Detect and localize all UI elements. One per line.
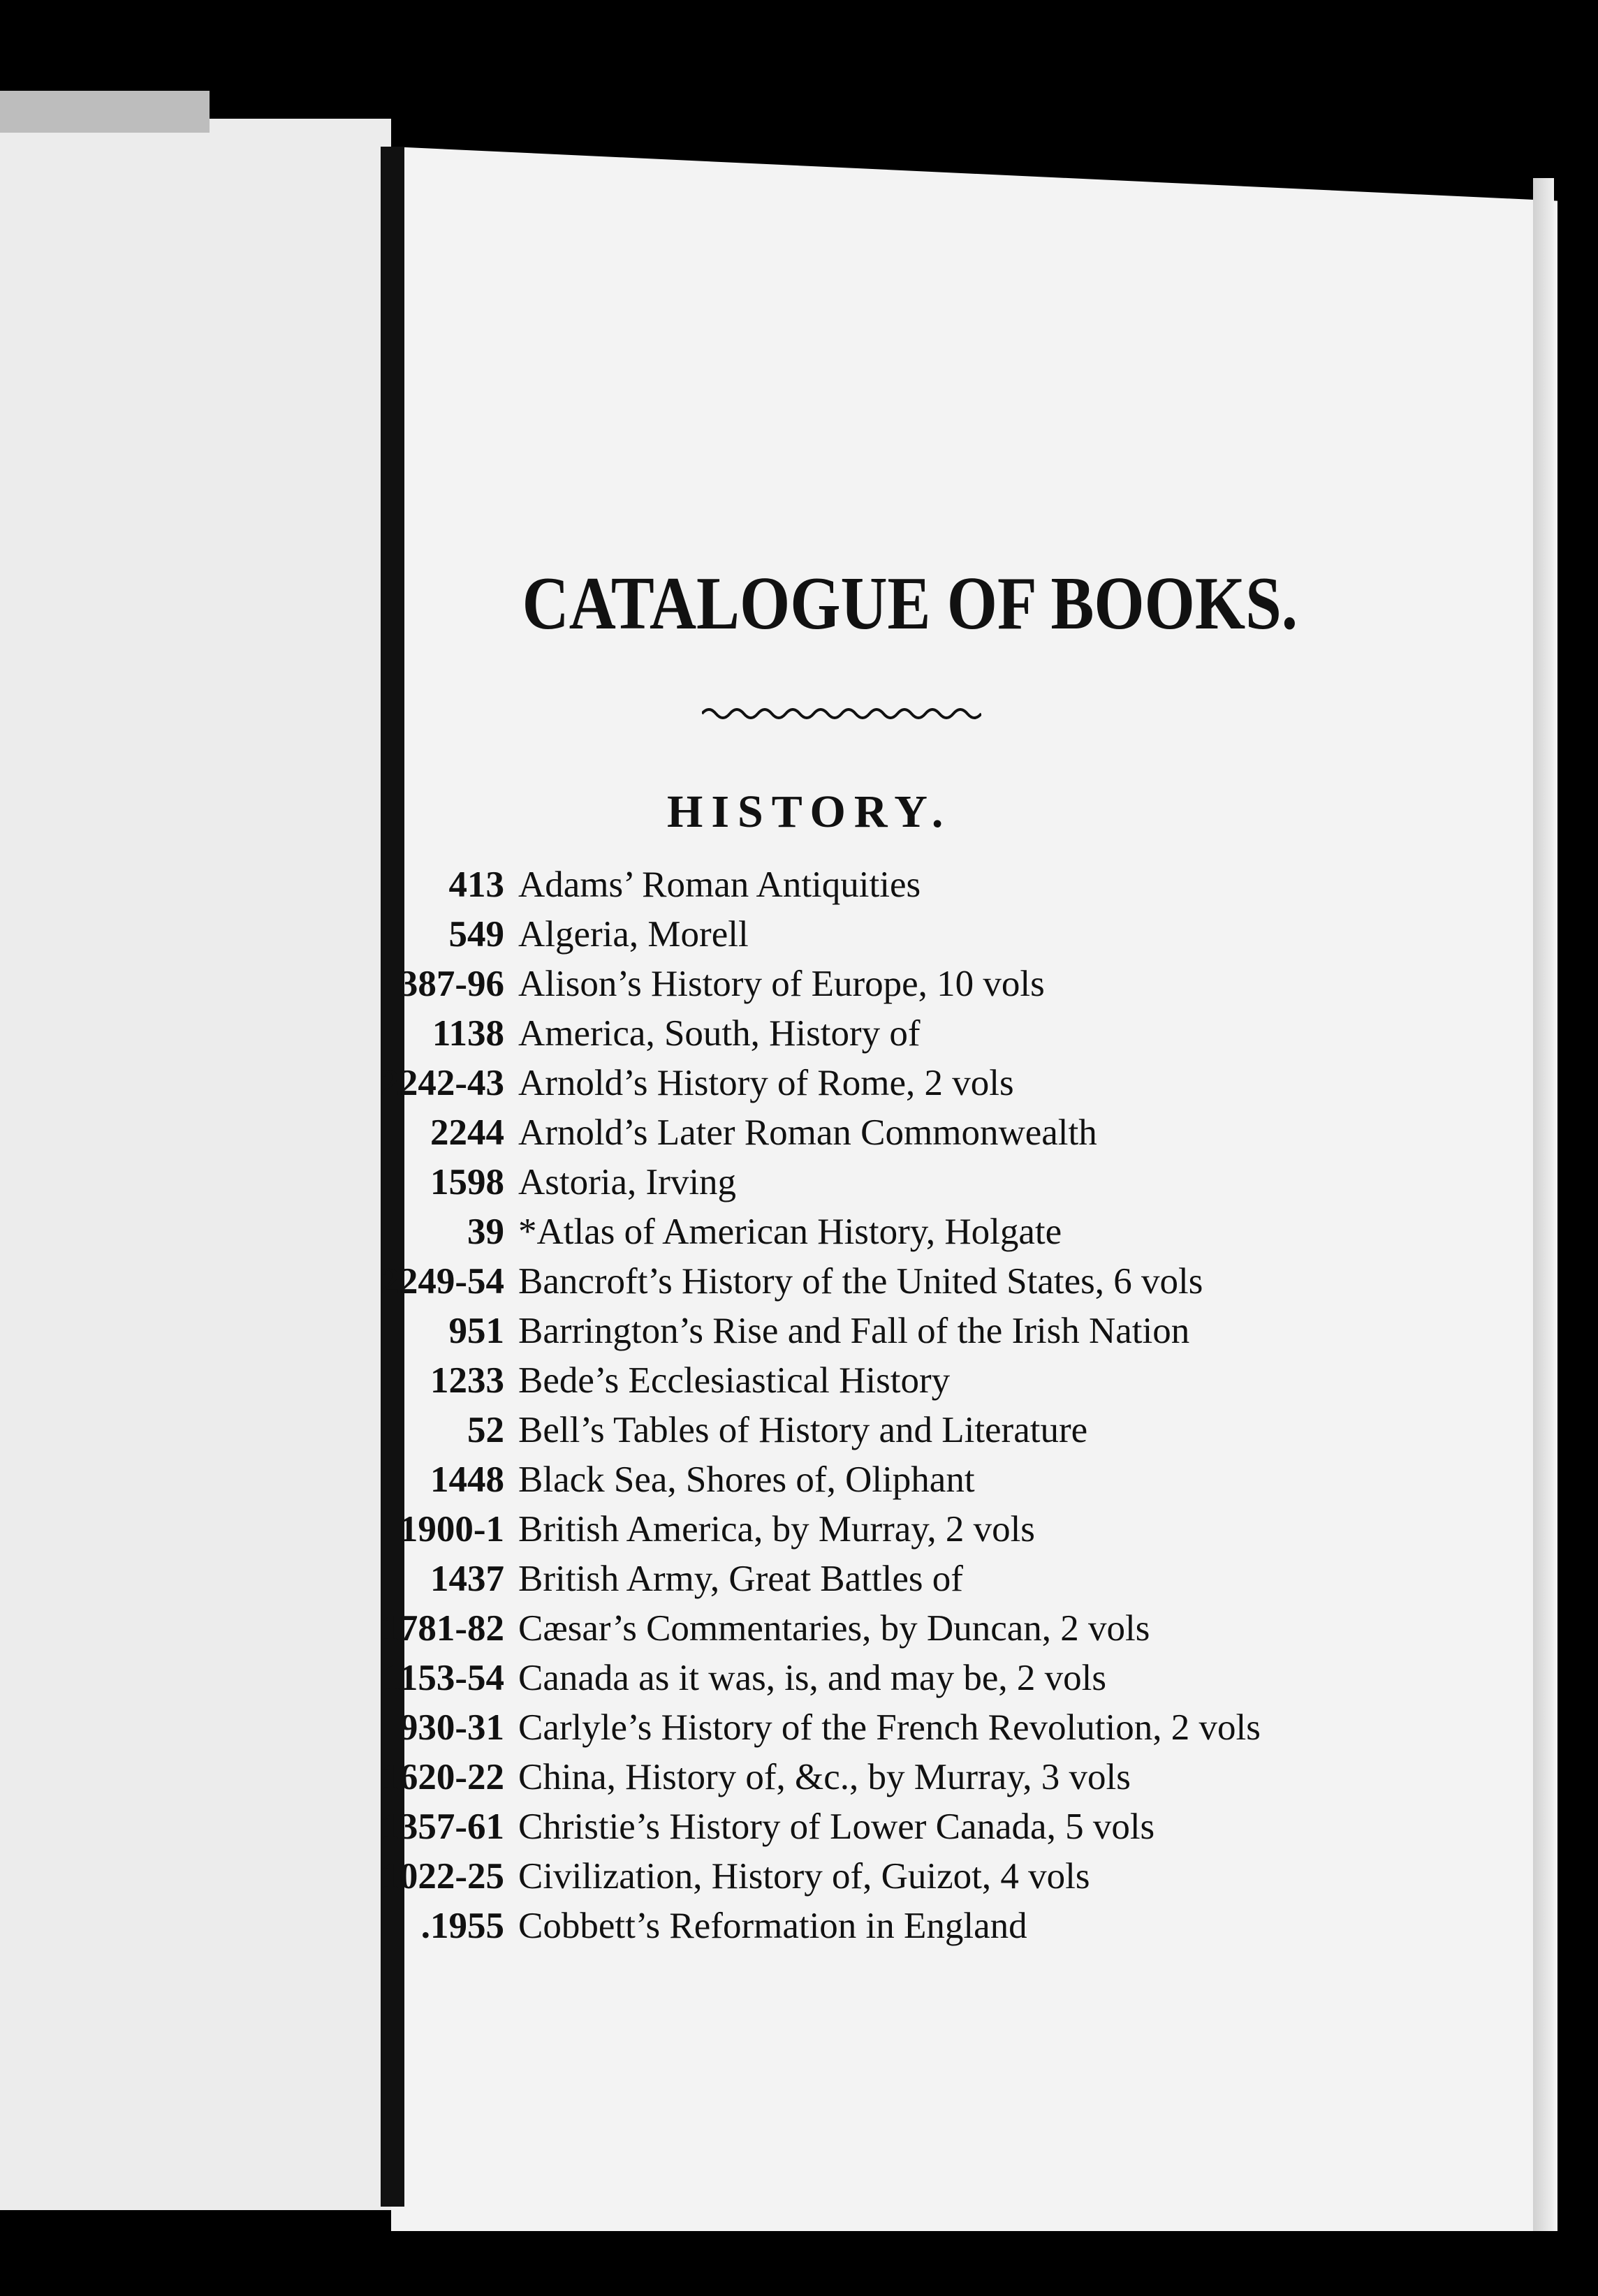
entry-number: 1022-25	[381, 1856, 504, 1897]
entry-number: 2242-43	[381, 1063, 504, 1103]
book-entry	[0, 1455, 1598, 1505]
entry-title: Alison’s History of Europe, 10 vols	[518, 964, 1045, 1004]
book-entry	[0, 959, 1598, 1009]
book-entry	[0, 1852, 1598, 1901]
entry-title: Bancroft’s History of the United States, 6 vols	[518, 1261, 1203, 1302]
entry-number: 2249-54	[381, 1261, 504, 1302]
section-heading: HISTORY.	[667, 786, 952, 837]
entry-title: Arnold’s History of Rome, 2 vols	[518, 1063, 1014, 1103]
entry-number: 1138	[432, 1013, 504, 1054]
entry-title: Christie’s History of Lower Canada, 5 vols	[518, 1806, 1155, 1847]
book-entry	[0, 1108, 1598, 1158]
entry-title: Cobbett’s Reformation in England	[518, 1906, 1027, 1946]
book-entry	[0, 1753, 1598, 1802]
entry-number: 951	[448, 1311, 504, 1351]
entry-title: Bell’s Tables of History and Literature	[518, 1410, 1088, 1450]
entry-title: Cæsar’s Commentaries, by Duncan, 2 vols	[518, 1608, 1150, 1649]
entry-number: 1781-82	[381, 1608, 504, 1649]
book-entry	[0, 1901, 1598, 1951]
entry-number: .1955	[420, 1906, 504, 1946]
entry-title: Black Sea, Shores of, Oliphant	[518, 1459, 975, 1500]
book-entry	[0, 1356, 1598, 1406]
entry-title: Carlyle’s History of the French Revolution, 2 vols	[518, 1707, 1261, 1748]
book-list	[0, 860, 1598, 1951]
book-entry	[0, 1703, 1598, 1753]
entry-number: 1448	[430, 1459, 504, 1500]
book-entry	[0, 1009, 1598, 1059]
entry-title: British America, by Murray, 2 vols	[518, 1509, 1035, 1550]
entry-title: Arnold’s Later Roman Commonwealth	[518, 1112, 1097, 1153]
page-tab	[0, 91, 210, 133]
entry-number: 549	[448, 914, 504, 955]
entry-number: 1598	[430, 1162, 504, 1202]
wavy-divider	[702, 705, 981, 722]
book-entry	[0, 1604, 1598, 1654]
entry-title: Astoria, Irving	[518, 1162, 737, 1202]
book-entry	[0, 1207, 1598, 1257]
entry-number: 1233	[430, 1360, 504, 1401]
entry-number: 387-96	[399, 964, 504, 1004]
book-entry	[0, 1307, 1598, 1356]
book-entry	[0, 860, 1598, 910]
page-title: CATALOGUE OF BOOKS.	[522, 562, 1298, 645]
entry-title: Canada as it was, is, and may be, 2 vols	[518, 1658, 1106, 1698]
entry-title: Bede’s Ecclesiastical History	[518, 1360, 951, 1401]
book-entry	[0, 1158, 1598, 1207]
book-entry	[0, 1406, 1598, 1455]
entry-title: Algeria, Morell	[518, 914, 749, 955]
entry-number: 39	[467, 1212, 504, 1252]
entry-number: 1153-54	[383, 1658, 504, 1698]
entry-number: 1437	[430, 1559, 504, 1599]
entry-number: 1357-61	[381, 1806, 504, 1847]
entry-title: Barrington’s Rise and Fall of the Irish Nation	[518, 1311, 1190, 1351]
entry-number: 930-31	[399, 1707, 504, 1748]
book-entry	[0, 1505, 1598, 1554]
book-entry	[0, 910, 1598, 959]
entry-number: 1900-1	[399, 1509, 504, 1550]
entry-title: *Atlas of American History, Holgate	[518, 1212, 1062, 1252]
book-entry	[0, 1554, 1598, 1604]
entry-title: America, South, History of	[518, 1013, 921, 1054]
entry-title: Civilization, History of, Guizot, 4 vols	[518, 1856, 1090, 1897]
entry-title: Adams’ Roman Antiquities	[518, 864, 921, 905]
entry-number: 413	[448, 864, 504, 905]
book-entry	[0, 1059, 1598, 1108]
entry-number: 2244	[430, 1112, 504, 1153]
entry-number: 1620-22	[381, 1757, 504, 1797]
book-entry	[0, 1802, 1598, 1852]
book-entry	[0, 1654, 1598, 1703]
entry-title: British Army, Great Battles of	[518, 1559, 963, 1599]
entry-title: China, History of, &c., by Murray, 3 vols	[518, 1757, 1131, 1797]
book-entry	[0, 1257, 1598, 1307]
entry-number: 52	[467, 1410, 504, 1450]
